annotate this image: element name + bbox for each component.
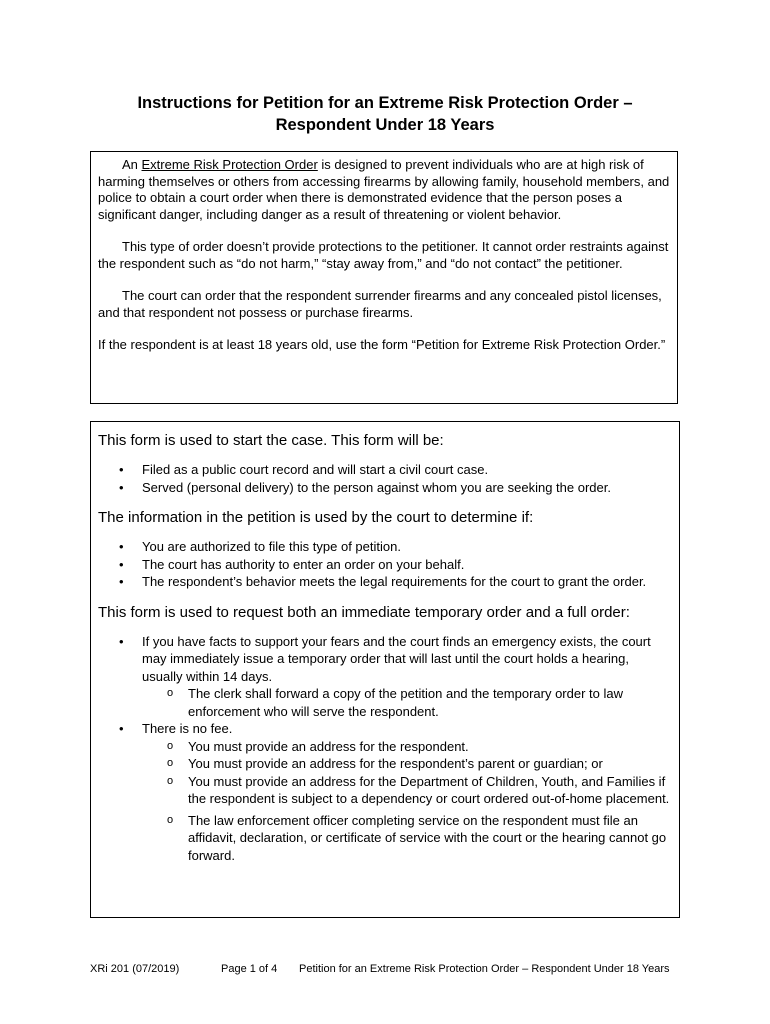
form-id: XRi 201 (07/2019) — [90, 963, 180, 975]
sub-list-item — [98, 755, 671, 773]
bullet-icon: • — [119, 479, 124, 495]
intro-paragraph-4: If the respondent is at least 18 years old, use the form “Petition for Extreme Risk Protection Order.” — [98, 337, 666, 352]
sub-list-item-text: You must provide an address for the respondent’s parent or guardian; or — [188, 756, 603, 771]
sub-list-item-text: The law enforcement officer completing service on the respondent must file an affidavit, declaration, or certificate of service with the court or the hearing cannot go forward. — [188, 812, 667, 863]
list-start-case — [98, 461, 671, 496]
section-heading-orders: This form is used to request both an immediate temporary order and a full order: — [98, 603, 630, 621]
sub-list-item-text: The clerk shall forward a copy of the petition and the temporary order to law enforcement who will serve the respondent. — [188, 686, 623, 719]
sub-list-item-text: You must provide an address for the respondent. — [188, 738, 469, 754]
list-item-text: Served (personal delivery) to the person against whom you are seeking the order. — [142, 479, 611, 495]
list-item — [98, 461, 671, 479]
sub-list — [142, 738, 671, 865]
list-item-text: The respondent’s behavior meets the legal requirements for the court to grant the order. — [142, 574, 647, 589]
section-heading-court-determine: The information in the petition is used by the court to determine if: — [98, 509, 534, 526]
bullet-icon: • — [119, 633, 124, 649]
page-title — [0, 92, 770, 136]
intro-p1-rest: is designed to prevent individuals who are at high risk of harming themselves or others from accessing firearms by allowing family, household members, and police to obtain a court order when there is demonstrated evidence that the person poses a significant danger, including danger as a result of threatening or violent behavior. — [98, 157, 670, 222]
sub-bullet-icon: o — [167, 687, 174, 699]
list-orders — [98, 633, 671, 865]
sub-bullet-icon: o — [167, 774, 174, 787]
title-line-1: Instructions for Petition for an Extreme Risk Protection Order – — [137, 94, 633, 112]
intro-box — [90, 151, 678, 404]
bullet-icon: • — [119, 574, 124, 589]
list-court-determine — [98, 538, 671, 591]
intro-paragraph-2: This type of order doesn’t provide protections to the petitioner. It cannot order restraints against the respondent such as “do not harm,” “stay away from,” and “do not contact” the petitioner. — [98, 239, 669, 271]
section-heading-start-case: This form is used to start the case. This form will be: — [98, 432, 444, 449]
bullet-icon: • — [119, 721, 124, 736]
intro-p1-prefix: An — [122, 157, 142, 172]
sub-list-item — [98, 738, 671, 756]
intro-paragraph-1 — [98, 157, 671, 223]
list-item-text: You are authorized to file this type of petition. — [142, 539, 401, 554]
intro-paragraph-3: The court can order that the respondent surrender firearms and any concealed pistol licenses, and that respondent not possess or purchase firearms. — [98, 288, 662, 320]
erpo-term: Extreme Risk Protection Order — [141, 157, 318, 172]
sub-list-item-text: You must provide an address for the Department of Children, Youth, and Families if the respondent is subject to a dependency or court ordered out-of-home placement. — [188, 773, 670, 806]
list-item-text: There is no fee. — [142, 721, 233, 736]
title-line-2: Respondent Under 18 Years — [275, 116, 495, 134]
sub-list — [142, 685, 671, 720]
sub-list-item — [98, 812, 671, 865]
bullet-icon: • — [119, 539, 124, 554]
list-item-text: The court has authority to enter an order on your behalf. — [142, 556, 465, 572]
bullet-icon: • — [119, 462, 124, 477]
sub-list-item — [98, 685, 671, 720]
list-item — [98, 573, 671, 591]
list-item-text: Filed as a public court record and will start a civil court case. — [142, 462, 489, 477]
list-item — [98, 633, 671, 721]
details-box — [90, 421, 680, 918]
list-item — [98, 720, 671, 864]
bullet-icon: • — [119, 556, 124, 572]
sub-bullet-icon: o — [167, 739, 174, 752]
sub-bullet-icon: o — [167, 813, 174, 826]
footer-form-title: Petition for an Extreme Risk Protection Order – Respondent Under 18 Years — [299, 963, 670, 975]
list-item — [98, 538, 671, 556]
page-number: Page 1 of 4 — [221, 963, 278, 975]
sub-list-item — [98, 773, 671, 808]
sub-bullet-icon: o — [167, 757, 174, 769]
list-item — [98, 479, 671, 497]
list-item — [98, 556, 671, 574]
list-item-text: If you have facts to support your fears and the court finds an emergency exists, the court may immediately issue a temporary order that will last until the court holds a hearing, usually within 14 days. — [142, 633, 651, 684]
